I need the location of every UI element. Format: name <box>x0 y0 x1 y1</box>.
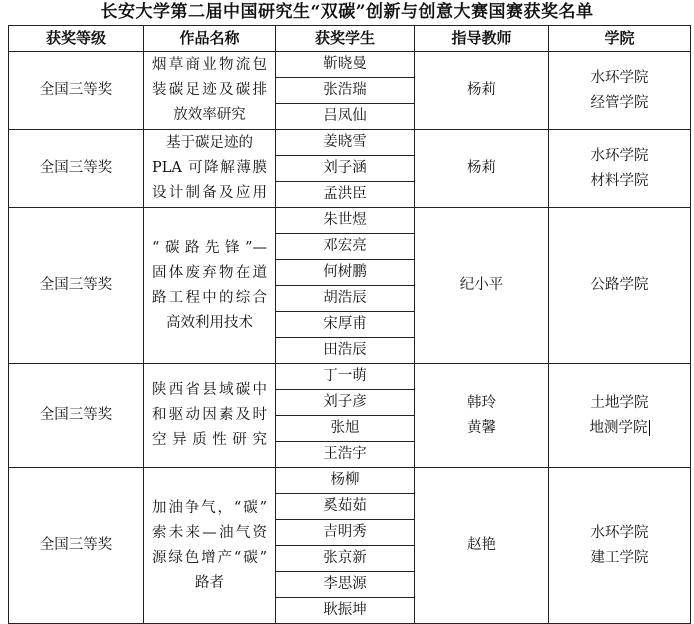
student-cell: 张浩瑞 <box>276 78 415 104</box>
student-cell: 杨柳 <box>276 468 415 494</box>
student-cell: 奚茹茹 <box>276 494 415 520</box>
student-cell: 刘子涵 <box>276 156 415 182</box>
work-name-line: 基于碳足迹的 <box>166 135 253 151</box>
work-name-line: 设计制备及应用 <box>152 185 267 201</box>
header-advisor: 指导教师 <box>415 26 549 52</box>
award-level-cell: 全国三等奖 <box>9 208 144 364</box>
work-name-line: 加油争气，“碳” <box>152 499 267 516</box>
college-cell <box>549 208 691 364</box>
advisor-name: 杨莉 <box>467 160 496 176</box>
advisor-cell <box>415 208 549 364</box>
header-award-level: 获奖等级 <box>9 26 144 52</box>
work-name-line: PLA 可降解薄膜 <box>152 160 267 176</box>
header-work-name: 作品名称 <box>144 26 276 52</box>
student-cell: 张旭 <box>276 416 415 442</box>
student-cell: 耿振坤 <box>276 598 415 624</box>
student-cell: 吉明秀 <box>276 520 415 546</box>
text-cursor <box>649 420 650 436</box>
advisor-name: 纪小平 <box>459 277 504 293</box>
advisor-cell <box>415 364 549 468</box>
college-name: 建工学院 <box>590 549 649 566</box>
work-name-cell <box>144 130 276 208</box>
college-name: 经管学院 <box>590 94 649 111</box>
college-name: 地测学院 <box>589 419 648 436</box>
college-name: 土地学院 <box>590 394 649 411</box>
student-cell: 朱世煜 <box>276 208 415 234</box>
award-level-cell: 全国三等奖 <box>9 130 144 208</box>
table-row <box>9 130 691 156</box>
student-cell: 王浩宇 <box>276 442 415 468</box>
advisor-cell <box>415 468 549 624</box>
table-row <box>9 52 691 78</box>
work-name-line: 陕西省县域碳中 <box>152 382 267 398</box>
page-title: 长安大学第二届中国研究生“双碳”创新与创意大赛国赛获奖名单 <box>100 2 594 22</box>
header-students: 获奖学生 <box>276 26 415 52</box>
student-cell: 田浩辰 <box>276 338 415 364</box>
student-cell: 丁一萌 <box>276 364 415 390</box>
header-college: 学院 <box>549 26 691 52</box>
college-cell <box>549 364 691 468</box>
college-cell <box>549 52 691 130</box>
student-cell: 宋厚甫 <box>276 312 415 338</box>
award-table <box>8 25 691 624</box>
college-name: 水环学院 <box>590 524 649 541</box>
advisor-name: 黄馨 <box>467 419 496 436</box>
work-name-line: 和驱动因素及时 <box>152 407 267 423</box>
table-row <box>9 468 691 494</box>
student-cell: 李思源 <box>276 572 415 598</box>
work-name-cell <box>144 208 276 364</box>
advisor-name: 赵艳 <box>467 537 496 553</box>
college-name: 水环学院 <box>590 69 649 86</box>
table-row <box>9 364 691 390</box>
college-name: 材料学院 <box>590 172 649 189</box>
advisor-cell <box>415 52 549 130</box>
award-level-cell: 全国三等奖 <box>9 52 144 130</box>
student-cell: 胡浩辰 <box>276 286 415 312</box>
college-name-with-cursor <box>551 416 688 441</box>
work-name-line: 放效率研究 <box>173 107 246 123</box>
college-cell <box>549 468 691 624</box>
student-cell: 孟洪臣 <box>276 182 415 208</box>
student-cell: 刘子彦 <box>276 390 415 416</box>
student-cell: 张京新 <box>276 546 415 572</box>
student-cell: 姜晓雪 <box>276 130 415 156</box>
college-cell <box>549 130 691 208</box>
work-name-line: 高效利用技术 <box>166 314 253 331</box>
student-cell: 靳晓曼 <box>276 52 415 78</box>
work-name-line: 固体废弃物在道 <box>152 264 267 281</box>
college-name: 水环学院 <box>590 147 649 164</box>
work-name-line: 索未来—油气资 <box>152 524 267 541</box>
table-row <box>9 208 691 234</box>
work-name-line: 源绿色增产“碳” <box>152 549 267 566</box>
advisor-cell <box>415 130 549 208</box>
work-name-line: 空异质性研究 <box>152 432 267 448</box>
work-name-cell <box>144 364 276 468</box>
award-level-cell: 全国三等奖 <box>9 468 144 624</box>
advisor-name: 杨莉 <box>467 82 496 98</box>
student-cell: 何树鹏 <box>276 260 415 286</box>
student-cell: 吕凤仙 <box>276 104 415 130</box>
work-name-cell <box>144 52 276 130</box>
work-name-line: 烟草商业物流包 <box>152 57 267 73</box>
work-name-cell <box>144 468 276 624</box>
work-name-line: 路者 <box>195 574 224 591</box>
student-cell: 邓宏亮 <box>276 234 415 260</box>
work-name-line: 路工程中的综合 <box>152 289 267 306</box>
advisor-name: 韩玲 <box>467 394 496 411</box>
work-name-line: “碳路先锋”— <box>152 239 267 256</box>
award-level-cell: 全国三等奖 <box>9 364 144 468</box>
college-name: 公路学院 <box>590 277 649 293</box>
header-row <box>9 26 691 52</box>
work-name-line: 装碳足迹及碳排 <box>152 82 267 98</box>
